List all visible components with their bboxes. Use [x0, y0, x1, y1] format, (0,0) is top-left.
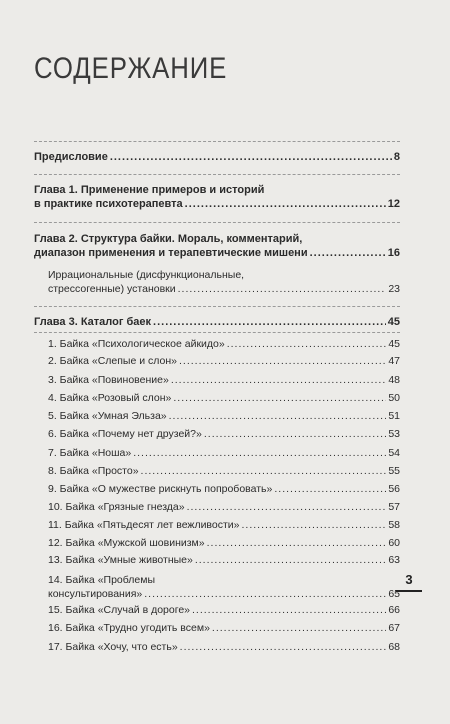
page-ref: 51: [388, 410, 400, 422]
toc-entry-story-13[interactable]: 13. Байка «Умные животные» ..... 63: [48, 553, 400, 567]
page-ref: 57: [388, 501, 400, 513]
page-ref: 48: [388, 374, 400, 386]
page-ref: 8: [393, 151, 400, 163]
toc-entry-story-3[interactable]: 3. Байка «Повиновение» ..... 48: [48, 373, 400, 387]
toc-entry-story-8[interactable]: 8. Байка «Просто» ..... 55: [48, 464, 400, 478]
toc-entry-chapter-2[interactable]: Глава 2. Структура байки. Мораль, комментарий, диапазон применения и терапевтические мишени ..... 16: [34, 232, 400, 260]
toc-entry-irrational-beliefs[interactable]: Иррациональные (дисфункциональные, стрессогенные) установки ..... 23: [48, 268, 400, 296]
toc-entry-chapter-1[interactable]: Глава 1. Применение примеров и историй в практике психотерапевта ..... 12: [34, 183, 400, 211]
toc-entry-story-4[interactable]: 4. Байка «Розовый слон» ..... 50: [48, 391, 400, 405]
page-ref: 50: [388, 392, 400, 404]
toc-entry-story-7[interactable]: 7. Байка «Ноша» ..... 54: [48, 446, 400, 460]
page-ref: 47: [388, 355, 400, 367]
page-title: СОДЕРЖАНИЕ: [34, 52, 228, 85]
toc-entry-story-11[interactable]: 11. Байка «Пятьдесят лет вежливости» ..... 58: [48, 518, 400, 532]
separator: [34, 306, 400, 307]
toc-entry-story-2[interactable]: 2. Байка «Слепые и слон» ..... 47: [48, 354, 400, 368]
page-ref: 60: [388, 537, 400, 549]
page-number: 3: [396, 572, 422, 592]
page-ref: 54: [388, 447, 400, 459]
page-ref: 53: [388, 428, 400, 440]
separator: [34, 332, 400, 333]
page-ref: 56: [388, 483, 400, 495]
toc-entry-story-5[interactable]: 5. Байка «Умная Эльза» ..... 51: [48, 409, 400, 423]
separator: [34, 222, 400, 223]
toc-entry-chapter-3[interactable]: Глава 3. Каталог баек ..... 45: [34, 315, 400, 329]
page-ref: 68: [388, 641, 400, 653]
toc-entry-story-1[interactable]: 1. Байка «Психологическое айкидо» ..... 45: [48, 337, 400, 351]
toc-entry-story-14[interactable]: 14. Байка «Проблемы консультирования» ..... 65: [48, 573, 400, 601]
page-ref: 63: [388, 554, 400, 566]
toc-entry-story-15[interactable]: 15. Байка «Случай в дороге» ..... 66: [48, 603, 400, 617]
page-ref: 16: [387, 247, 400, 259]
page-ref: 65: [388, 588, 400, 600]
page-ref: 55: [388, 465, 400, 477]
page-ref: 66: [388, 604, 400, 616]
separator: [34, 174, 400, 175]
page-ref: 67: [388, 622, 400, 634]
page-ref: 12: [387, 198, 400, 210]
toc-entry-preface[interactable]: Предисловие ..... 8: [34, 150, 400, 164]
toc-entry-story-12[interactable]: 12. Байка «Мужской шовинизм» ..... 60: [48, 536, 400, 550]
page-ref: 58: [388, 519, 400, 531]
toc-entry-story-10[interactable]: 10. Байка «Грязные гнезда» ..... 57: [48, 500, 400, 514]
page-ref: 45: [387, 316, 400, 328]
separator: [34, 141, 400, 142]
toc-entry-story-17[interactable]: 17. Байка «Хочу, что есть» ..... 68: [48, 640, 400, 654]
toc-entry-story-6[interactable]: 6. Байка «Почему нет друзей?» ..... 53: [48, 427, 400, 441]
toc-entry-story-9[interactable]: 9. Байка «О мужестве рискнуть попробовать» ..... 56: [48, 482, 400, 496]
page-ref: 45: [388, 338, 400, 350]
page-ref: 23: [388, 283, 400, 295]
toc-entry-story-16[interactable]: 16. Байка «Трудно угодить всем» ..... 67: [48, 621, 400, 635]
